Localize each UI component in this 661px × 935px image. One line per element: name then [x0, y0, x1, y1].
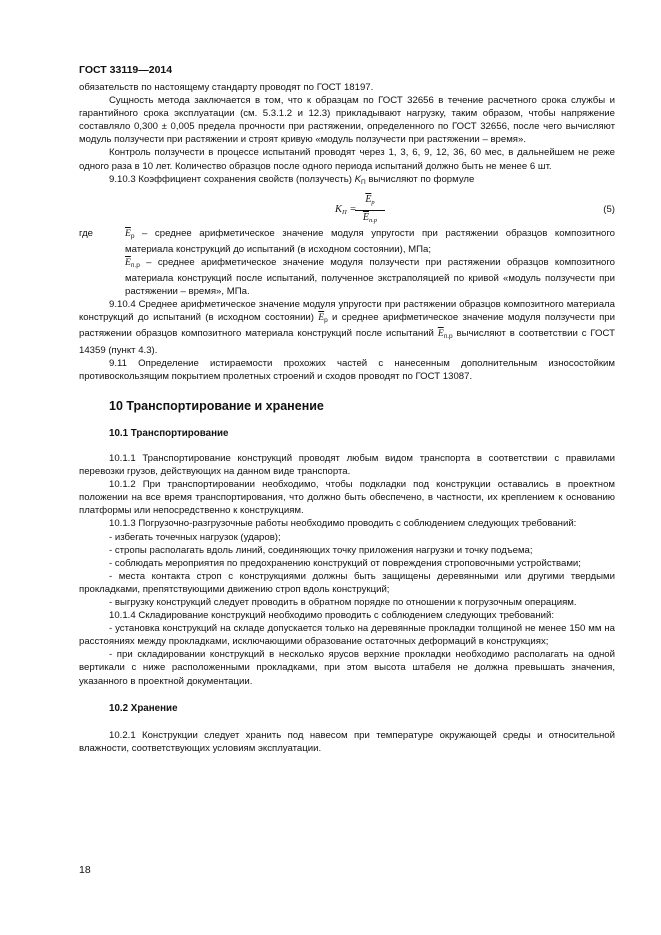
paragraph-10-2-1: 10.2.1 Конструкции следует хранить под навесом при температуре окружающей среды и относительной влажности, соответствующих условиям эксплуатации. [79, 729, 615, 754]
paragraph-creep-control: Контроль ползучести в процессе испытаний проводят через 1, 3, 6, 9, 12, 36, 60 мес, в дальнейшем не реже одного раза в 10 лет. Количество образцов после одного периода испытаний должно быть не менее 6 шт. [79, 147, 615, 172]
section-10-1-heading: 10.1 Транспортирование [109, 427, 229, 439]
paragraph-9-10-4: 9.10.4 Среднее арифметическое значение модуля упругости при растяжении образцов композитного материала конструкций до испытаний (в исходном состоянии) $\overline{E}_р$ и среднее арифметическое значение модуля ползучести при растяжении образцов композитного материала конструкций после испытаний $\overline{E}_{п.р}$ вычисляют в соответствии с ГОСТ 14359 (пункт 4.3). [79, 299, 615, 356]
formula-fraction [355, 193, 385, 228]
list-item: - выгрузку конструкций следует проводить в обратном порядке по отношении к погрузочным операциям. [109, 597, 577, 608]
section-10-2-heading: 10.2 Хранение [109, 702, 178, 714]
list-item: - места контакта строп с конструкциями должны быть защищены деревянными или другими твердыми прокладками, препятствующими движению строп вдоль конструкций; [79, 570, 615, 595]
formula-denominator: $\overline{E}_{п.р}$ [362, 211, 378, 224]
paragraph-continuation: обязательств по настоящему стандарту проводят по ГОСТ 18197. [79, 82, 374, 93]
paragraph-10-1-3: 10.1.3 Погрузочно-разгрузочные работы необходимо проводить с соблюдением следующих требований: [109, 518, 577, 530]
page-body [79, 81, 615, 755]
paragraph-10-1-2: 10.1.2 При транспортировании необходимо, чтобы подкладки под конструкции оставались в проектном положении на все время транспортирования, что должно быть обеспечено, в частности, их креплением к основанию платформы или непосредственно к конструкциям. [79, 479, 615, 517]
where-item-2: $\overline{E}_{п.р}$ – среднее арифметическое значение модуля ползучести при растяжении образцов композитного материала конструкций после испытаний, полученное экстраполяцией по кривой «модуль ползучести при растяжении – время», МПа. [125, 256, 615, 298]
list-item: - установка конструкций на складе допускается только на деревянные прокладки толщиной не менее 150 мм на расстояниях между прокладками, исключающими образование остаточных деформаций в конструкциях; [79, 623, 615, 648]
where-label: где [79, 227, 94, 239]
page-number: 18 [79, 864, 91, 876]
list-item: - стропы располагать вдоль линий, соединяющих точку приложения нагрузки и точку подъема; [109, 544, 533, 556]
formula-lhs: $K_П$ = [335, 203, 357, 216]
list-item: - соблюдать мероприятия по предохранению конструкций от повреждения строповочными устройствами; [109, 557, 581, 569]
formula-numerator: $\overline{E}_р$ [355, 193, 385, 211]
paragraph-10-1-1: 10.1.1 Транспортирование конструкций проводят любым видом транспорта в соответствии с правилами перевозки грузов, действующих на данном виде транспорта. [79, 452, 615, 478]
formula-5 [79, 191, 615, 227]
paragraph-9-10-3: 9.10.3 Коэффициент сохранения свойств (ползучесть) $K_П$ вычисляют по формуле [109, 173, 475, 186]
where-item-1: где $\overline{E}_р$ – среднее арифметическое значение модуля упругости при растяжении образцов композитного материала конструкций до испытаний (в исходном состоянии), МПа; [79, 227, 615, 255]
paragraph-9-11: 9.11 Определение истираемости прохожих частей с нанесенным дополнительным износостойким противоскользящим покрытием пролетных строений и сходов проводят по ГОСТ 13087. [79, 357, 615, 382]
running-header: ГОСТ 33119—2014 [79, 64, 173, 76]
paragraph-method-essence: Сущность метода заключается в том, что к образцам по ГОСТ 32656 в течение расчетного срока службы и гарантийного срока эксплуатации (см. 5.3.1.2 и 12.3) прикладывают нагрузку, таким образом, чтобы напряжение составляло 0,300 ± 0,005 предела прочности при растяжении, определенного по ГОСТ 32656, после чего вычисляют модуль ползучести при растяжении и строят кривую «модуль ползучести при растяжении – время». [79, 95, 615, 146]
list-item: - при складировании конструкций в несколько ярусов верхние прокладки необходимо располагать на одной вертикали с ниже расположенными прокладками, при этом высота штабеля не должна превышать значения, указанного в проектной документации. [79, 649, 615, 687]
formula-number: (5) [603, 203, 615, 215]
paragraph-10-1-4: 10.1.4 Складирование конструкций необходимо проводить с соблюдением следующих требований: [109, 610, 555, 622]
section-10-heading: 10 Транспортирование и хранение [109, 398, 324, 413]
list-item: - избегать точечных нагрузок (ударов); [109, 531, 281, 543]
